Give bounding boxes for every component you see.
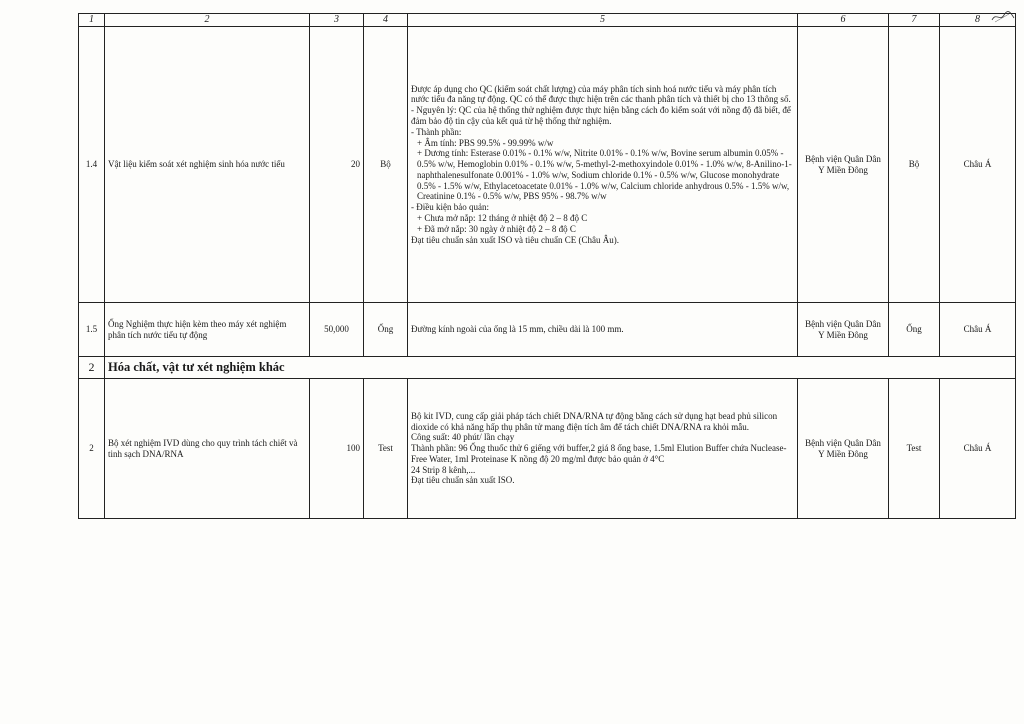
item-origin: Châu Á	[940, 303, 1016, 357]
column-number-2: 2	[105, 14, 310, 27]
spec-line: + Đã mở nắp: 30 ngày ở nhiệt độ 2 – 8 độ C	[417, 223, 576, 234]
spec-line: 24 Strip 8 kênh,...	[411, 464, 476, 475]
column-number-4: 4	[364, 14, 408, 27]
spec-line: - Thành phần:	[411, 126, 462, 137]
item-name: Ống Nghiệm thực hiện kèm theo máy xét nghiệm phân tích nước tiểu tự động	[105, 303, 310, 357]
pen-mark-icon	[991, 10, 1015, 24]
row-number: 2	[79, 379, 105, 519]
spec-line: Công suất: 40 phút/ lần chạy	[411, 432, 515, 443]
spec-line: Đường kính ngoài của ống là 15 mm, chiều dài là 100 mm.	[411, 324, 624, 335]
item-recipient: Bệnh viện Quân Dân Y Miền Đông	[798, 379, 889, 519]
spec-line: Thành phần: 96 Ống thuốc thử 6 giếng với buffer,2 giá 8 ống base, 1.5ml Elution Buffer chứa Nuclease-Free Water, 1ml Proteinase K nồng độ 20 mg/ml được bảo quản ở 4°C	[411, 443, 787, 464]
item-origin: Châu Á	[940, 379, 1016, 519]
item-specification	[408, 27, 798, 303]
item-name: Bộ xét nghiệm IVD dùng cho quy trình tách chiết và tinh sạch DNA/RNA	[105, 379, 310, 519]
spec-line: + Âm tính: PBS 99.5% - 99.99% w/w	[417, 137, 554, 148]
column-number-5: 5	[408, 14, 798, 27]
spec-line: Bộ kit IVD, cung cấp giải pháp tách chiết DNA/RNA tự động bằng cách sử dụng hạt bead phủ silicon dioxide có khả năng hấp thụ phân tử mang điện tích âm để tách chiết DNA/RNA ra khỏi mẫu.	[411, 410, 778, 432]
spec-line: Được áp dụng cho QC (kiểm soát chất lượng) của máy phân tích sinh hoá nước tiểu và máy phân tích nước tiểu đa năng tự động. QC có thể được thực hiện trên các thanh phân tích và thiết bị cho 13 thông số.	[411, 83, 791, 105]
item-origin: Châu Á	[940, 27, 1016, 303]
spec-line: Đạt tiêu chuẩn sản xuất ISO và tiêu chuẩn CE (Châu Âu).	[411, 234, 619, 245]
section-number: 2	[79, 357, 105, 379]
section-title: Hóa chất, vật tư xét nghiệm khác	[105, 357, 1016, 379]
item-unit: Ống	[364, 303, 408, 357]
column-number-3: 3	[310, 14, 364, 27]
item-quantity: 50,000	[310, 303, 364, 357]
table-row	[79, 303, 1016, 357]
table-row	[79, 27, 1016, 303]
item-unit-repeat: Ống	[889, 303, 940, 357]
column-number-1: 1	[79, 14, 105, 27]
column-number-8	[940, 14, 1016, 27]
item-specification	[408, 303, 798, 357]
item-unit-repeat: Test	[889, 379, 940, 519]
item-unit: Test	[364, 379, 408, 519]
item-unit: Bộ	[364, 27, 408, 303]
table-header-row	[79, 14, 1016, 27]
item-recipient: Bệnh viện Quân Dân Y Miền Đông	[798, 27, 889, 303]
spec-line: + Chưa mở nắp: 12 tháng ở nhiệt độ 2 – 8 độ C	[417, 213, 588, 224]
row-number: 1.4	[79, 27, 105, 303]
spec-line: - Nguyên lý: QC của hệ thống thử nghiệm được thực hiện bằng cách đo kiểm soát với nồng độ đã biết, để đảm bảo độ tin cậy của kết quả từ hệ thống thử nghiệm.	[411, 105, 791, 126]
table-row	[79, 379, 1016, 519]
section-header-row	[79, 357, 1016, 379]
column-number-8-label: 8	[975, 14, 980, 25]
row-number: 1.5	[79, 303, 105, 357]
item-name: Vật liệu kiểm soát xét nghiệm sinh hóa nước tiểu	[105, 27, 310, 303]
spec-line: + Dương tính: Esterase 0.01% - 0.1% w/w, Nitrite 0.01% - 0.1% w/w, Bovine serum albumin 0.05% - 0.5% w/w, Hemoglobin 0.01% - 0.1% w/w, 5-methyl-2-methoxyindole 0.01% - 1.0% w/w, 8-Anilino-1-naphthalenesulfonate 0.001% - 1.0% w/w, Sodium chloride 0.1% - 0.5% w/w, Glucose monohydrate 0.5% - 1.5% w/w, Ethylacetoacetate 0.01% - 1.0% w/w, Calcium chloride anhydrous 0.5% - 1.5% w/w, Creatinine 0.1% - 0.5% w/w, PBS 95% - 98.7% w/w	[417, 148, 792, 202]
item-quantity: 100	[310, 379, 364, 519]
spec-line: Đạt tiêu chuẩn sản xuất ISO.	[411, 475, 515, 486]
item-recipient: Bệnh viện Quân Dân Y Miền Đông	[798, 303, 889, 357]
items-table	[78, 13, 1016, 519]
item-quantity: 20	[310, 27, 364, 303]
column-number-6: 6	[798, 14, 889, 27]
item-specification	[408, 379, 798, 519]
item-unit-repeat: Bộ	[889, 27, 940, 303]
spec-line: - Điều kiện bảo quản:	[411, 202, 489, 213]
column-number-7: 7	[889, 14, 940, 27]
